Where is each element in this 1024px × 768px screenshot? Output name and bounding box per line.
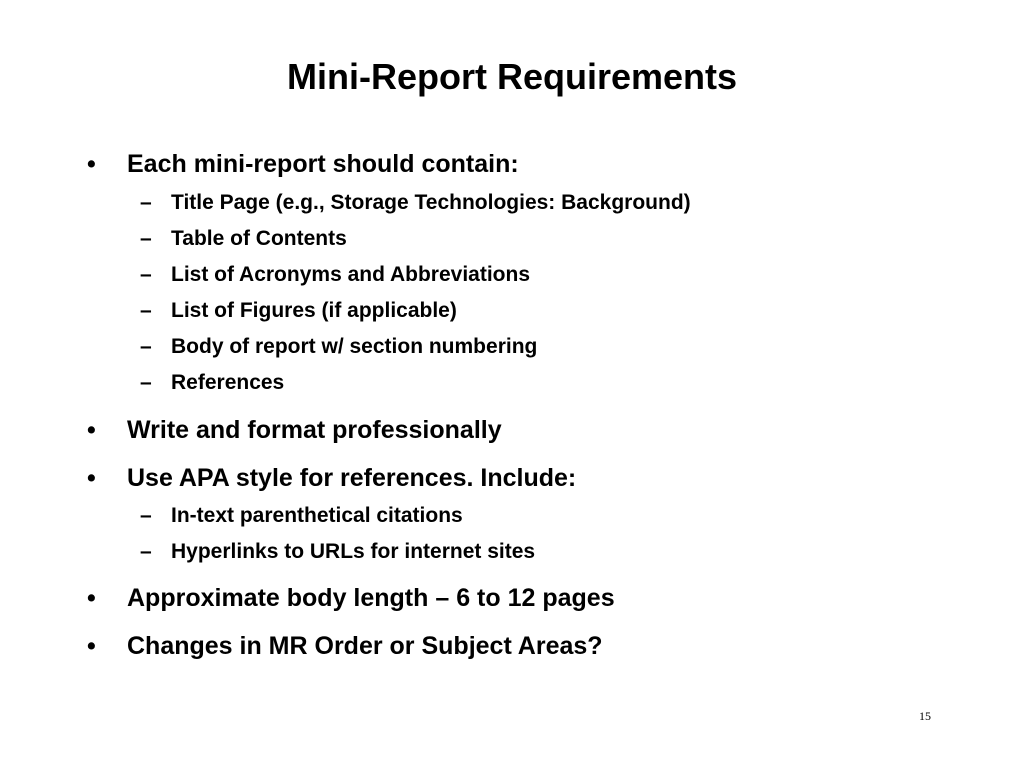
sub-item [140,190,691,216]
bullet-text: Approximate body length – 6 to 12 pages [127,584,615,612]
sub-item [140,334,537,360]
sub-item [140,298,457,324]
sub-item [140,262,530,288]
bullet-item [85,149,519,179]
sub-item-text: List of Acronyms and Abbreviations [171,263,530,286]
bullet-text: Write and format professionally [127,416,502,444]
page-number: 15 [919,709,931,723]
sub-item-text: List of Figures (if applicable) [171,299,457,322]
dash-icon: – [140,504,152,527]
slide-title: Mini-Report Requirements [286,56,738,97]
bullet-text: Each mini-report should contain: [127,150,519,178]
sub-item [140,539,535,565]
bullet-text: Use APA style for references. Include: [127,464,577,492]
dash-icon: – [140,540,152,563]
dash-icon: – [140,299,152,322]
bullet-icon: • [87,584,96,612]
bullet-icon: • [87,632,96,660]
dash-icon: – [140,227,152,250]
sub-item-text: Hyperlinks to URLs for internet sites [171,540,536,563]
dash-icon: – [140,191,152,214]
sub-item-text: Body of report w/ section numbering [171,335,538,358]
bullet-item [85,631,603,661]
bullet-icon: • [87,416,96,444]
bullet-text: Changes in MR Order or Subject Areas? [127,632,603,660]
sub-item-text: Title Page (e.g., Storage Technologies: Background) [171,191,691,214]
bullet-item [85,583,615,613]
bullet-item [85,463,576,493]
bullet-icon: • [87,464,96,492]
dash-icon: – [140,371,152,394]
sub-item [140,226,347,252]
bullet-item [85,415,502,445]
sub-item-text: Table of Contents [171,227,347,250]
dash-icon: – [140,263,152,286]
sub-item [140,370,284,396]
sub-item-text: References [171,371,285,394]
sub-item [140,503,463,529]
dash-icon: – [140,335,152,358]
bullet-icon: • [87,150,96,178]
sub-item-text: In-text parenthetical citations [171,504,463,527]
